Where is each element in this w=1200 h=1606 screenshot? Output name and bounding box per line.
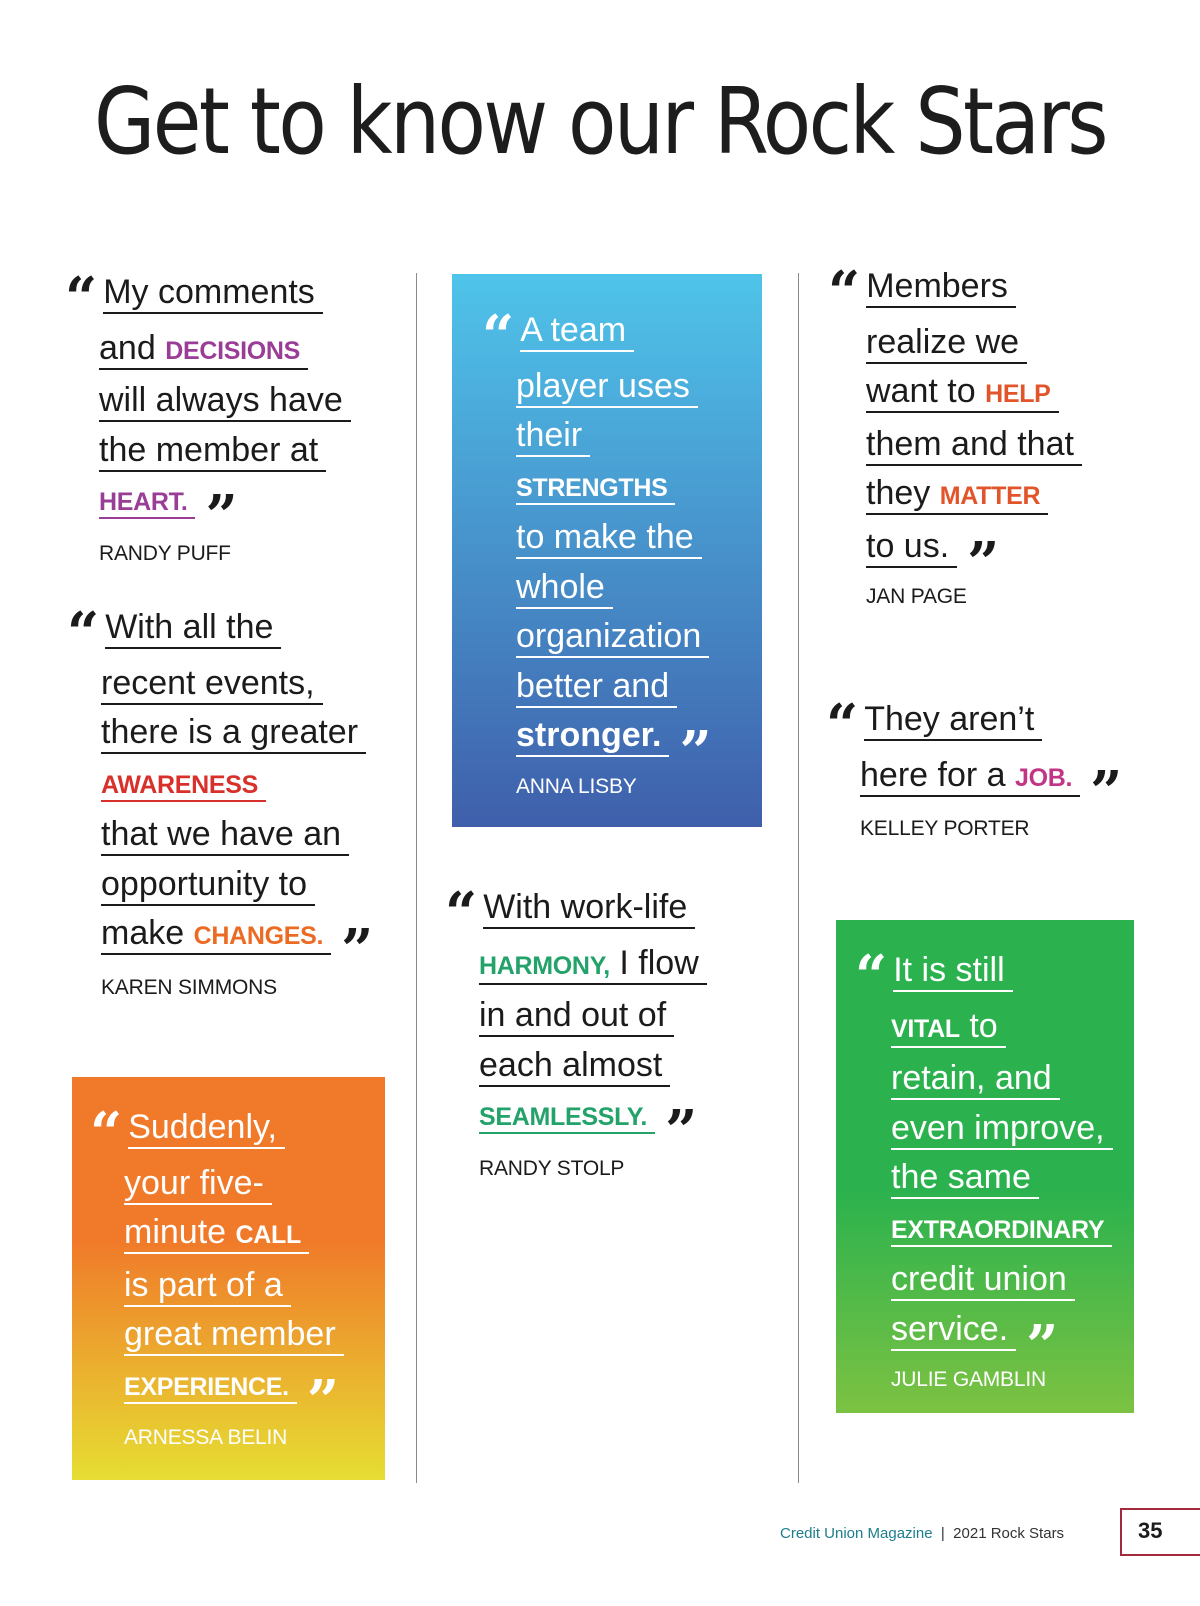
quote-text: Suddenly, — [128, 1108, 285, 1149]
quote-text: each almost — [479, 1046, 670, 1087]
footer — [780, 1525, 1100, 1542]
quote-randy-puff: “ My comments and DECISIONS will always have the member at HEART. ” RANDY PUFF — [99, 268, 351, 566]
quote-text: With all the — [105, 608, 281, 649]
keyword: SEAMLESSLY. — [479, 1103, 655, 1134]
quote-text: service. — [891, 1310, 1016, 1351]
quote-author: JULIE GAMBLIN — [891, 1368, 1046, 1391]
quote-randy-stolp: “ With work-life HARMONY, I flow in and out of each almost SEAMLESSLY. ” RANDY STOLP — [479, 883, 707, 1181]
quote-jan-page: “ Members realize we want to HELP them and that they MATTER to us. ” JAN PAGE — [866, 262, 1082, 609]
quote-text: to us. — [866, 527, 957, 568]
open-quote-icon: “ — [828, 259, 855, 325]
page-number: 35 — [1120, 1508, 1200, 1556]
quote-author: KELLEY PORTER — [860, 817, 1030, 840]
quote-text: that we have an — [101, 815, 349, 856]
quote-text: It is still — [893, 951, 1012, 992]
quote-text: I flow — [619, 943, 699, 982]
keyword: HARMONY, — [479, 951, 610, 980]
quote-text: They aren’t — [864, 700, 1042, 741]
quote-author: JAN PAGE — [866, 585, 967, 608]
column-divider-left — [416, 273, 417, 1483]
quote-text: Members — [866, 267, 1016, 308]
quote-text: whole — [516, 568, 613, 609]
quote-text: credit union — [891, 1260, 1075, 1301]
open-quote-icon: “ — [855, 943, 882, 1009]
quote-text: organization — [516, 617, 709, 658]
quote-box-arnessa-belin: “ Suddenly, your five- minute CALL is part of a great member EXPERIENCE. ” ARNESSA BELIN — [72, 1077, 385, 1480]
quote-text: even improve, — [891, 1109, 1113, 1150]
quote-text: there is a greater — [101, 713, 366, 754]
quote-karen-simmons: “ With all the recent events, there is a greater AWARENESS that we have an opportunity to make CHANGES. ” KAREN SIMMONS — [67, 600, 368, 999]
keyword: JOB. — [1014, 763, 1073, 792]
quote-text: in and out of — [479, 996, 674, 1037]
open-quote-icon: “ — [65, 265, 92, 331]
quote-text: to — [969, 1006, 998, 1045]
quote-box-julie-gamblin: “ It is still VITAL to retain, and even improve, the same EXTRAORDINARY credit union service. ” JULIE GAMBLIN — [836, 920, 1134, 1413]
open-quote-icon: “ — [445, 880, 472, 946]
quote-text: is part of a — [124, 1266, 291, 1307]
quote-box-anna-lisby: “ A team player uses their STRENGTHS to make the whole organization better and stronger. ” ANNA LISBY — [452, 274, 762, 827]
quote-author: RANDY PUFF — [99, 541, 231, 565]
keyword: EXTRAORDINARY — [891, 1216, 1112, 1247]
quote-text: recent events, — [101, 664, 323, 705]
quote-text: the member at — [99, 431, 326, 472]
quote-text: make — [101, 914, 185, 952]
keyword: HELP — [985, 380, 1051, 408]
section-name: 2021 Rock Stars — [953, 1525, 1065, 1542]
quote-kelley-porter: “ They aren’t here for a JOB. ” KELLEY PORTER — [826, 692, 1117, 840]
quote-text: opportunity to — [101, 865, 315, 906]
quote-text: A team — [520, 311, 634, 352]
quote-text: stronger. — [516, 716, 669, 757]
quote-text: them and that — [866, 425, 1082, 466]
column-divider-right — [798, 273, 799, 1483]
quote-text: With work-life — [483, 888, 695, 929]
keyword: MATTER — [939, 482, 1041, 510]
open-quote-icon: “ — [482, 303, 509, 369]
page-title: Get to know our Rock Stars — [94, 68, 1106, 175]
quote-text: retain, and — [891, 1059, 1060, 1100]
keyword: CHANGES. — [193, 922, 324, 950]
keyword: CALL — [235, 1221, 301, 1249]
keyword: DECISIONS — [165, 336, 301, 365]
quote-text: to make the — [516, 518, 702, 559]
quote-text: here for a — [860, 755, 1006, 794]
quote-text: the same — [891, 1158, 1039, 1199]
quote-text: your five- — [124, 1164, 272, 1205]
keyword: EXPERIENCE. — [124, 1373, 297, 1404]
keyword: STRENGTHS — [516, 474, 675, 505]
quote-text: and — [99, 328, 156, 367]
quote-text: better and — [516, 667, 677, 708]
quote-text: minute — [124, 1213, 227, 1251]
quote-author: ARNESSA BELIN — [124, 1426, 288, 1449]
magazine-name: Credit Union Magazine — [780, 1525, 933, 1542]
quote-text: their — [516, 416, 590, 457]
keyword: VITAL — [891, 1014, 960, 1043]
open-quote-icon: “ — [90, 1100, 117, 1166]
open-quote-icon: “ — [826, 692, 853, 758]
footer-separator: | — [940, 1525, 945, 1542]
quote-author: ANNA LISBY — [516, 774, 637, 798]
keyword: HEART. — [99, 488, 195, 519]
quote-text: they — [866, 474, 931, 512]
quote-text: player uses — [516, 367, 698, 408]
keyword: AWARENESS — [101, 771, 266, 802]
open-quote-icon: “ — [67, 600, 94, 666]
quote-text: My comments — [103, 273, 323, 314]
quote-author: RANDY STOLP — [479, 1156, 625, 1180]
quote-text: will always have — [99, 381, 351, 422]
quote-text: great member — [124, 1315, 344, 1356]
quote-text: realize we — [866, 323, 1027, 364]
quote-text: want to — [866, 372, 976, 410]
quote-author: KAREN SIMMONS — [101, 975, 277, 999]
